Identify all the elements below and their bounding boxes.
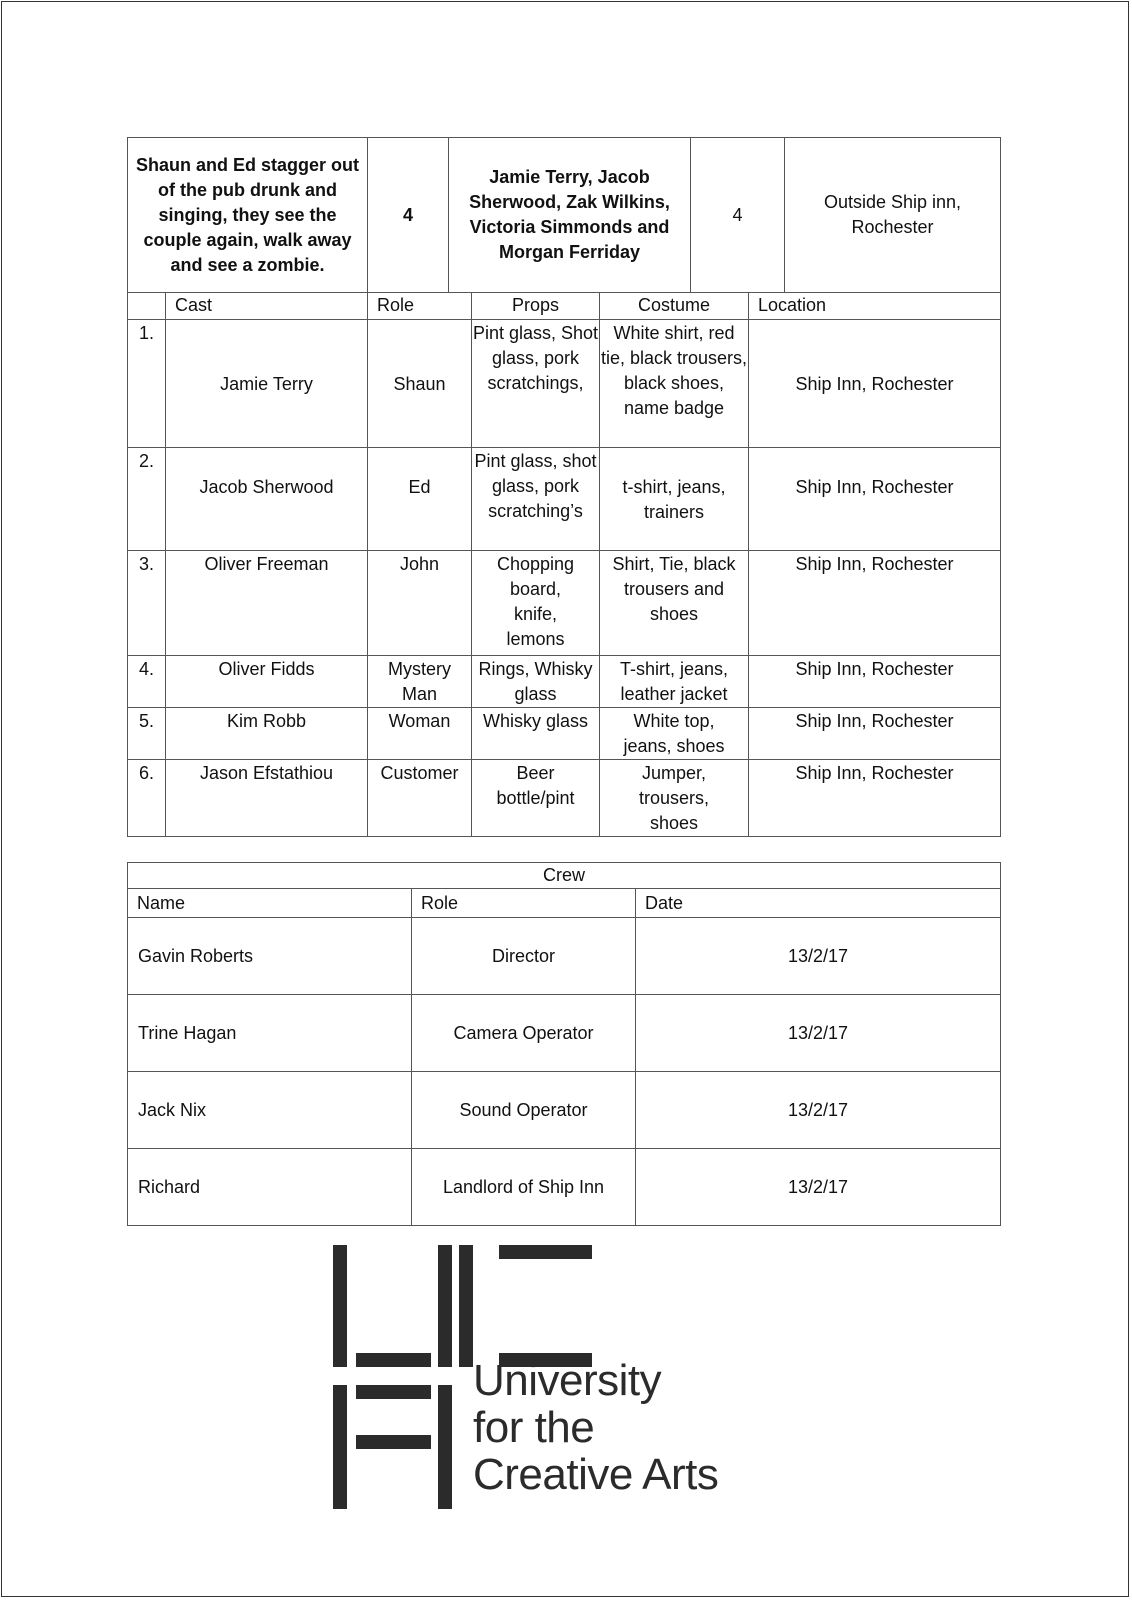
- table-row: [128, 656, 1001, 708]
- logo-line-2: for the: [473, 1403, 595, 1452]
- table-row: [128, 320, 1001, 448]
- logo-bar: [438, 1385, 452, 1509]
- crew-name: Trine Hagan: [128, 995, 412, 1072]
- scene-location: Outside Ship inn, Rochester: [785, 138, 1001, 293]
- crew-header-name: Name: [128, 889, 412, 918]
- crew-table: [127, 862, 1001, 1226]
- cast-header-props: Props: [472, 293, 600, 320]
- cast-header-num: [128, 293, 166, 320]
- cast-role: Woman: [368, 708, 472, 760]
- cast-name: Jamie Terry: [166, 320, 368, 448]
- cast-header-costume: Costume: [600, 293, 749, 320]
- logo-bar: [499, 1245, 592, 1259]
- cast-props: Whisky glass: [472, 708, 600, 760]
- scene-count: 4: [691, 138, 785, 293]
- table-row: [128, 1072, 1001, 1149]
- scene-description: Shaun and Ed stagger out of the pub drunk and singing, they see the couple again, walk away and see a zombie.: [128, 138, 368, 293]
- crew-date: 13/2/17: [636, 1149, 1001, 1226]
- cast-costume: Jumper, trousers, shoes: [600, 760, 749, 837]
- row-number: 1.: [128, 320, 166, 448]
- cast-header-cast: Cast: [166, 293, 368, 320]
- crew-header-date: Date: [636, 889, 1001, 918]
- cast-header-row: [128, 293, 1001, 320]
- crew-header-role: Role: [412, 889, 636, 918]
- logo-line-1: University: [473, 1356, 662, 1405]
- cast-location: Ship Inn, Rochester: [749, 448, 1001, 551]
- table-row: [128, 448, 1001, 551]
- crew-name: Richard: [128, 1149, 412, 1226]
- cast-header-location: Location: [749, 293, 1001, 320]
- cast-location: Ship Inn, Rochester: [749, 708, 1001, 760]
- crew-name: Gavin Roberts: [128, 918, 412, 995]
- cast-location: Ship Inn, Rochester: [749, 551, 1001, 656]
- scene-number: 4: [368, 138, 449, 293]
- table-row: [128, 708, 1001, 760]
- table-row: [128, 551, 1001, 656]
- cast-location: Ship Inn, Rochester: [749, 656, 1001, 708]
- university-logo: [333, 1245, 753, 1515]
- cast-costume: Shirt, Tie, black trousers and shoes: [600, 551, 749, 656]
- crew-role: Director: [412, 918, 636, 995]
- crew-date: 13/2/17: [636, 1072, 1001, 1149]
- cast-table: [127, 292, 1001, 837]
- cast-role: Mystery Man: [368, 656, 472, 708]
- crew-date: 13/2/17: [636, 918, 1001, 995]
- cast-role: John: [368, 551, 472, 656]
- logo-bar: [356, 1353, 431, 1367]
- crew-name: Jack Nix: [128, 1072, 412, 1149]
- logo-wordmark: [473, 1357, 718, 1498]
- cast-name: Kim Robb: [166, 708, 368, 760]
- cast-name: Jason Efstathiou: [166, 760, 368, 837]
- cast-costume: White top, jeans, shoes: [600, 708, 749, 760]
- table-row: [128, 1149, 1001, 1226]
- crew-title-row: [128, 863, 1001, 889]
- logo-line-3: Creative Arts: [473, 1450, 719, 1499]
- cast-props: Chopping board, knife, lemons: [472, 551, 600, 656]
- cast-role: Customer: [368, 760, 472, 837]
- crew-role: Sound Operator: [412, 1072, 636, 1149]
- crew-role: Camera Operator: [412, 995, 636, 1072]
- cast-props: Rings, Whisky glass: [472, 656, 600, 708]
- scene-table: [127, 137, 1001, 293]
- cast-props: Beer bottle/pint: [472, 760, 600, 837]
- cast-name: Oliver Freeman: [166, 551, 368, 656]
- crew-header-row: [128, 889, 1001, 918]
- scene-cast: Jamie Terry, Jacob Sherwood, Zak Wilkins, Victoria Simmonds and Morgan Ferriday: [449, 138, 691, 293]
- row-number: 4.: [128, 656, 166, 708]
- table-row: [128, 760, 1001, 837]
- cast-costume: t-shirt, jeans, trainers: [600, 448, 749, 551]
- logo-bar: [356, 1435, 431, 1449]
- cast-props: Pint glass, shot glass, pork scratching’s: [472, 448, 600, 551]
- cast-name: Jacob Sherwood: [166, 448, 368, 551]
- row-number: 5.: [128, 708, 166, 760]
- crew-title: Crew: [128, 863, 1001, 889]
- cast-location: Ship Inn, Rochester: [749, 760, 1001, 837]
- logo-bar: [356, 1385, 431, 1399]
- logo-bar: [333, 1245, 347, 1367]
- cast-location: Ship Inn, Rochester: [749, 320, 1001, 448]
- crew-role: Landlord of Ship Inn: [412, 1149, 636, 1226]
- row-number: 3.: [128, 551, 166, 656]
- table-row: [128, 918, 1001, 995]
- scene-row: [128, 138, 1001, 293]
- cast-header-role: Role: [368, 293, 472, 320]
- cast-costume: T-shirt, jeans, leather jacket: [600, 656, 749, 708]
- logo-bar: [333, 1385, 347, 1509]
- cast-role: Ed: [368, 448, 472, 551]
- table-row: [128, 995, 1001, 1072]
- cast-role: Shaun: [368, 320, 472, 448]
- cast-costume: White shirt, red tie, black trousers, black shoes, name badge: [600, 320, 749, 448]
- logo-bar: [438, 1245, 452, 1367]
- row-number: 6.: [128, 760, 166, 837]
- row-number: 2.: [128, 448, 166, 551]
- crew-date: 13/2/17: [636, 995, 1001, 1072]
- cast-name: Oliver Fidds: [166, 656, 368, 708]
- logo-bar: [459, 1245, 473, 1367]
- cast-props: Pint glass, Shot glass, pork scratchings,: [472, 320, 600, 448]
